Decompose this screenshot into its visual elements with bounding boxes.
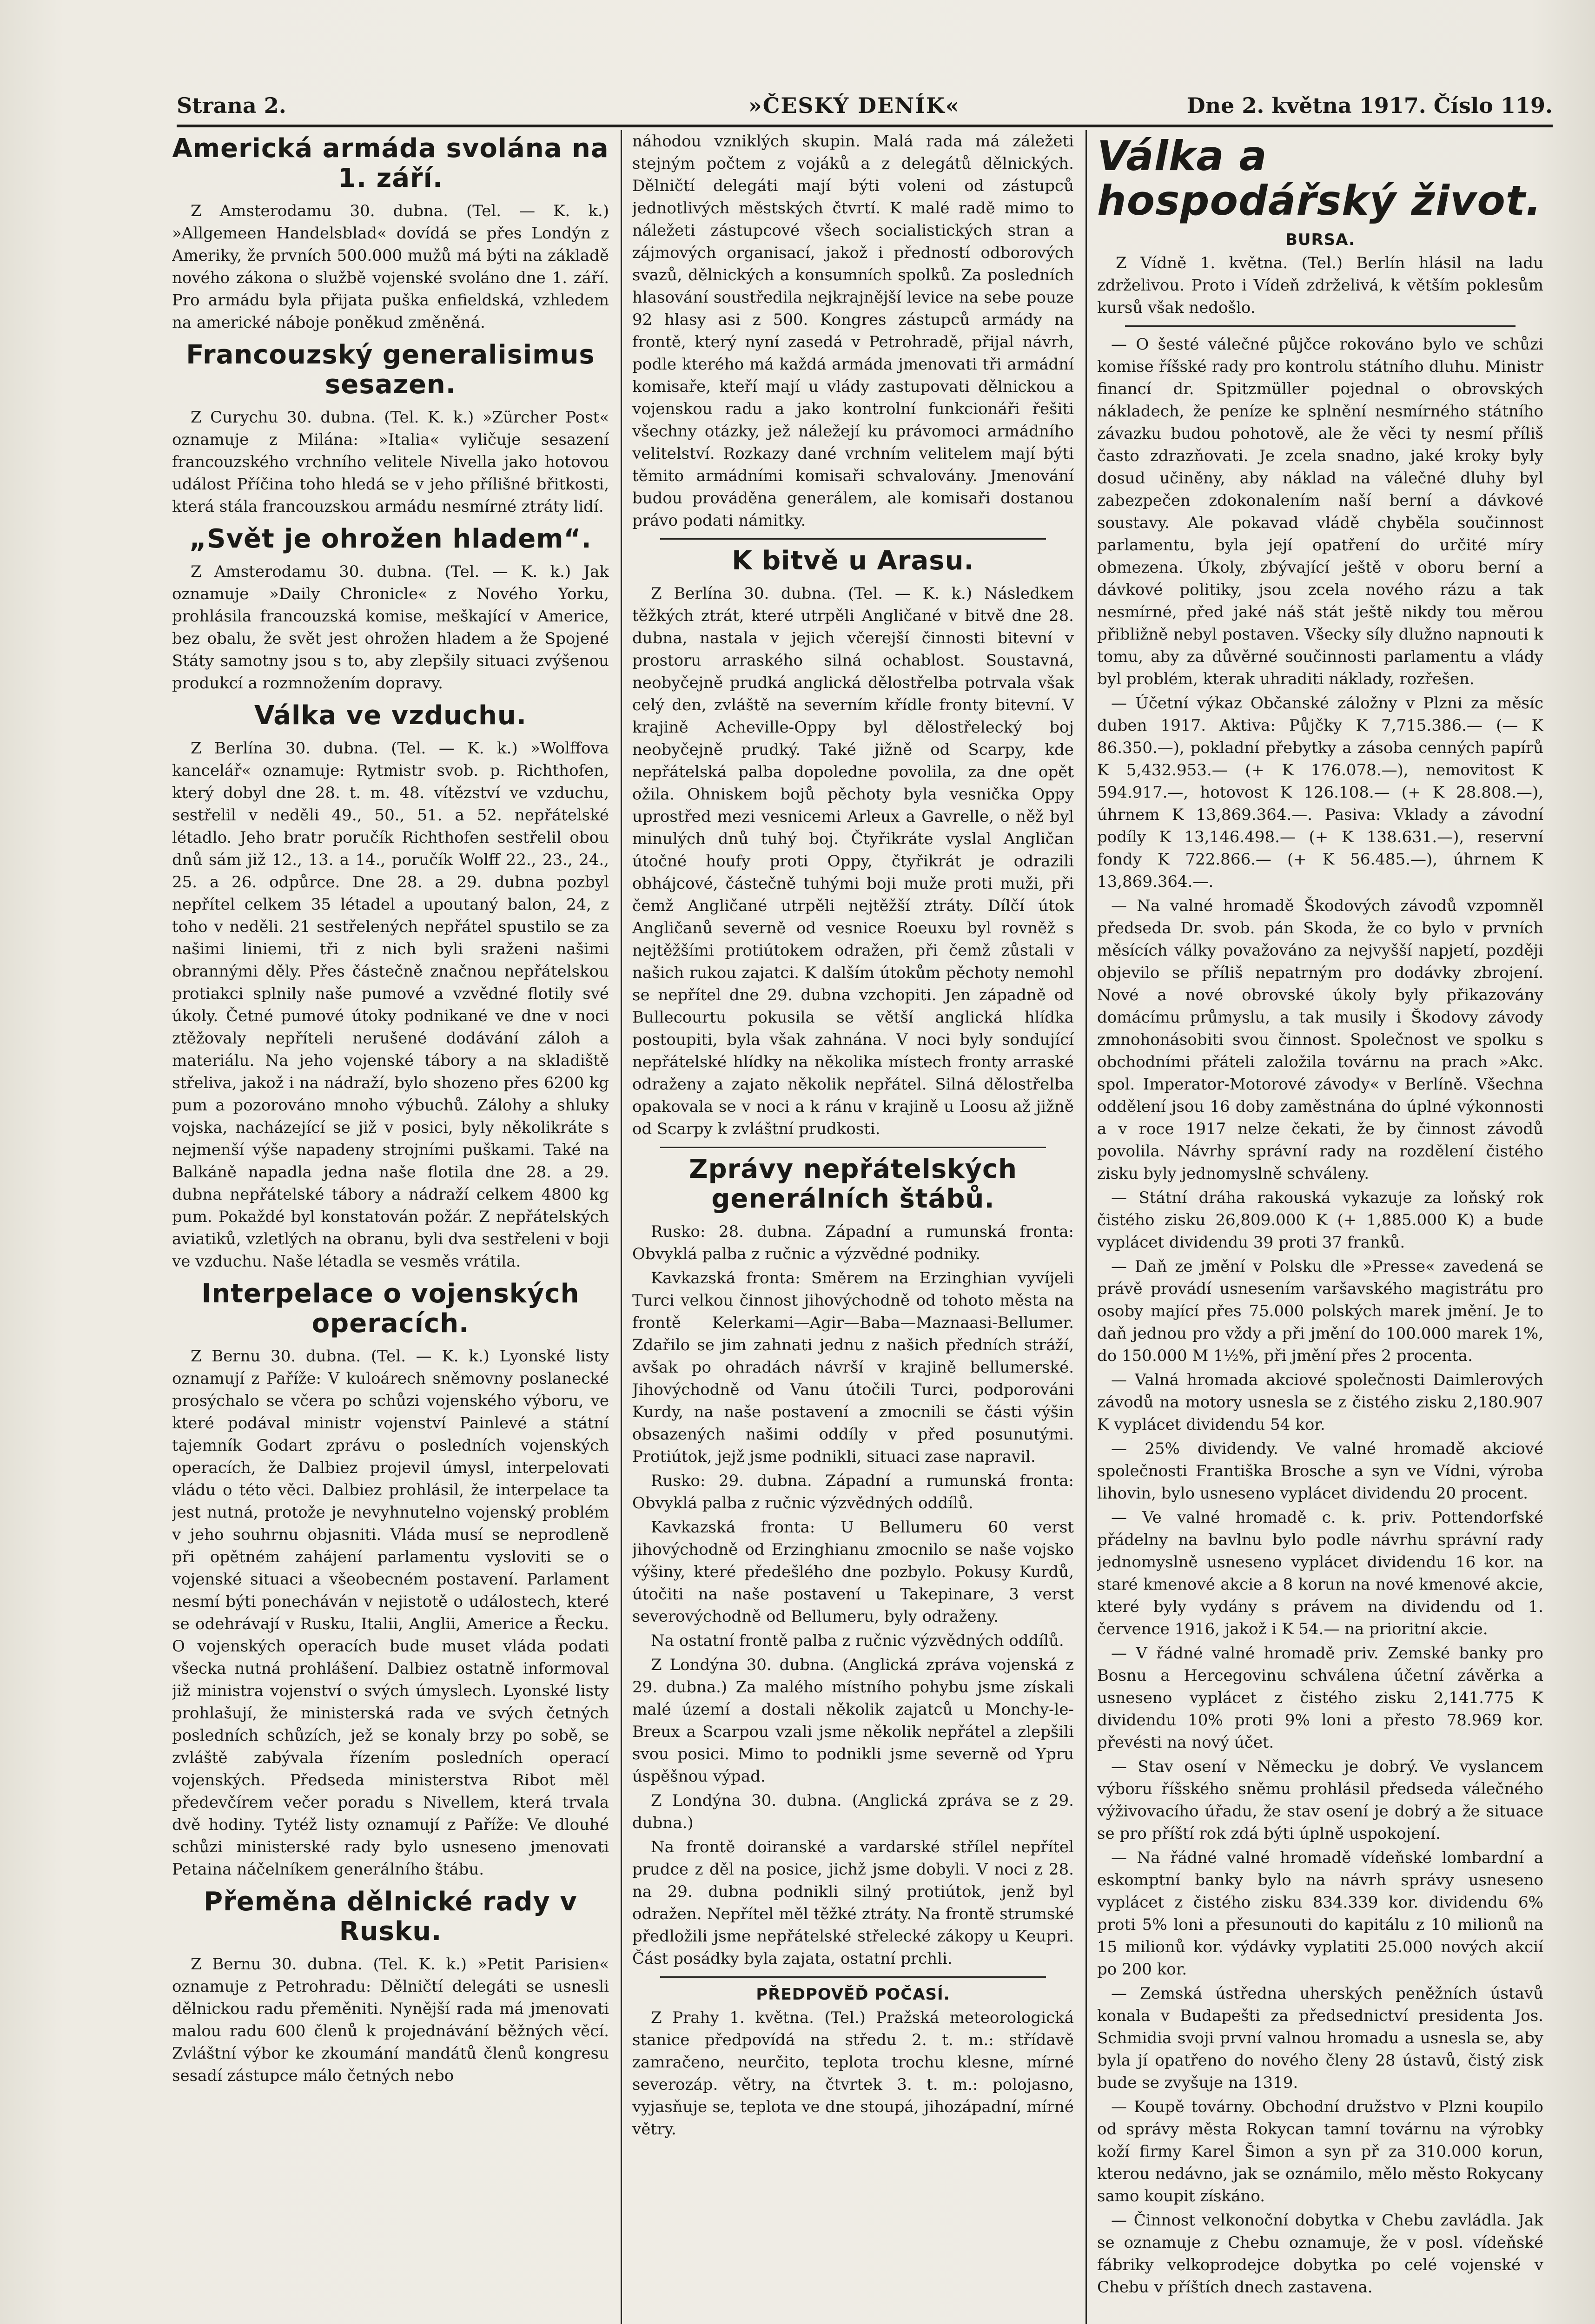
- headline: BURSA.: [1285, 231, 1356, 249]
- article-zpravy-stabu: [632, 1155, 1074, 1970]
- article-valka-vzduchu: [172, 701, 609, 1273]
- column-2: [632, 130, 1074, 2324]
- news-item: — 25% dividendy. Ve valné hromadě akciové společnosti Františka Brosche a syn ve Vídni, výroba lihovin, bylo usneseno vyplácet dividendu 20 procent.: [1097, 1439, 1543, 1503]
- article-premena-rady: [172, 1887, 609, 2087]
- column-divider-1: [621, 130, 622, 2324]
- headline: Válka ve vzduchu.: [254, 700, 527, 731]
- column-1: [172, 130, 609, 2324]
- report-paragraph: Z Londýna 30. dubna. (Anglická zpráva vojenská z 29. dubna.) Za malého místního pohybu jsme získali malé území a dostali několik zajatců u Monchy-le-Breux a Scarpou vzali jsme několik nepřátel a zlepšili svou posici. Mimo to podnikli jsme severně od Ypru úspěšnou výpad.: [632, 1656, 1074, 1786]
- article-interpelace: [172, 1279, 609, 1881]
- headline: Zprávy nepřátelských generálních štábů.: [688, 1154, 1018, 1214]
- news-item: — Ve valné hromadě c. k. priv. Pottendorfské přádelny na bavlnu bylo podle návrhu správní rady jednomyslně usneseno vyplácet dividendu 16 kor. na staré kmenové akcie a 8 korun na nové kmenové akcie, které byly vydány s právem na dividendu od 1. července 1916, jakož i K 54.— na prioritní akcie.: [1097, 1508, 1543, 1638]
- article-bitva-arasu: [632, 546, 1074, 1140]
- column-3: [1097, 130, 1543, 2324]
- news-item: — Na valné hromadě Škodových závodů vzpomněl předseda Dr. svob. pán Skoda, že co bylo v prvních měsících války považováno za nejvyšší napjetí, později objevilo se příliš nepatrným pro dodávky zbrojení. Nové a nové obrovské úkoly byly přikazovány domácímu průmyslu, a tak musily i Škodovy závody zmnohonásobiti svou činnost. Společnost ve spolku s obchodními přáteli založila továrnu na prach »Akc. spol. Imperator-Motorové závody« v Berlíně. Všechna oddělení jsou 16 doby zaměstnána do úplné výkonnosti a v roce 1917 nelze čekati, že by činnost závodů povolila. Návrhy správní rady na rozdělení čistého zisku byly jednomyslně schváleny.: [1097, 897, 1543, 1183]
- headline: Americká armáda svolána na 1. září.: [172, 133, 609, 193]
- news-item: — Stav osení v Německu je dobrý. Ve vyslancem výboru říšského sněmu prohlásil předseda válečného výživovacího úřadu, že stav osení je dobrý a že situace se pro příští rok zdá býti úplně uspokojení.: [1097, 1757, 1543, 1843]
- article-body: Z Bernu 30. dubna. (Tel. K. k.) »Petit Parisien« oznamuje z Petrohradu: Dělničtí delegáti se usnesli dělnickou radu přeměniti. Nynější rada má jmenovati malou radu 600 členů k projednávání běžných věcí. Zvláštní výbor ke zkoumání mandátů členů kongresu sesadí zástupce málo četných nebo: [172, 1955, 609, 2085]
- news-item: — Koupě továrny. Obchodní družstvo v Plzni koupilo od správy města Rokycan tamní továrnu na výrobky koží firmy Karel Šimon a syn př za 310.000 korun, kterou nedávno, jak se oznámilo, mělo město Rokycany samo koupit získáno.: [1097, 2098, 1543, 2205]
- article-continuation: [632, 130, 1074, 532]
- headline: Interpelace o vojenských operacích.: [201, 1279, 580, 1339]
- report-paragraph: Na ostatní frontě palba z ručnic výzvědných oddílů.: [651, 1631, 1064, 1650]
- article-body: Z Bernu 30. dubna. (Tel. — K. k.) Lyonské listy oznamují z Paříže: V kuloárech sněmovny poslanecké prosýchalo se včera po schůzi vojenského výboru, ve které podával ministr vojenství Painlevé a státní tajemník Godart zprávu o posledních vojenských operacích, že Dalbiez projevil úmysl, interpelovati vládu o této věci. Dalbiez prohlásil, že interpelace ta jest nutná, protože je nevyhnutelno vojenský problém v jeho souhrnu objasniti. Vláda musí se neprodleně při opětném zahájení parlamentu vysloviti se o vojenské situaci a všeobecném postavení. Parlament nesmí býti ponecháván v nejistotě o událostech, které se odehrávají v Rusku, Italii, Anglii, Americe a Řecku. O vojenských operacích bude muset vláda podati všecka nutná prohlášení. Dalbiez ostatně informoval již ministra vojenství o svých úmyslech. Lyonské listy prohlašují, že ministerská rada ve svých četných posledních schůzích, jež se konaly brzy po sobě, se zvláště zabývala řízením posledních operací vojenských. Předseda ministerstva Ribot měl předevčírem večer poradu s Nivellem, která trvala dvě hodiny. Tytéž listy oznamují z Paříže: Ve dlouhé schůzi ministerské rady bylo usneseno jmenovati Petaina náčelníkem generálního štábu.: [172, 1347, 609, 1879]
- article-rule: [660, 1147, 1046, 1148]
- section-title: Válka a hospodářský život.: [1097, 132, 1542, 224]
- report-paragraph: Kavkazská fronta: U Bellumeru 60 verst jihovýchodně od Erzinghianu zmocnilo se naše vojsko výšiny, které předešlého dne pozbylo. Pokusy Kurdů, útočiti na naše postavení u Takepinare, 3 verst severovýchodně od Bellumeru, byly odraženy.: [632, 1518, 1074, 1626]
- article-rule: [660, 1976, 1046, 1978]
- news-item: — Účetní výkaz Občanské záložny v Plzni za měsíc duben 1917. Aktiva: Půjčky K 7,715.386.— (— K 86.350.—), pokladní přebytky a zásoba cenných papírů K 5,432.953.— (+ K 176.078.—), nemovitost K 594.917.—, hotovost K 126.108.— (+ K 28.808.—), úhrnem K 13,869.364.—. Pasiva: Vklady a závodní podíly K 13,146.498.— (+ K 138.631.—), reservní fondy K 722.866.— (+ K 56.485.—), úhrnem K 13,869.364.—.: [1097, 694, 1543, 891]
- article-body: Z Prahy 1. května. (Tel.) Pražská meteorologická stanice předpovídá na středu 2. t. m.: střídavě zamračeno, neurčito, teplota trochu klesne, mírné severozáp. větry, na čtvrtek 3. t. m.: polojasno, vyjasňuje se, teplota ve dne stoupá, jihozápadní, mírné větry.: [632, 2008, 1074, 2139]
- headline: PŘEDPOVĚĎ POČASÍ.: [756, 1985, 950, 2004]
- masthead-rule: [177, 125, 1553, 127]
- article-generalisimus: [172, 340, 609, 518]
- news-item: — Na řádné valné hromadě vídeňské lombardní a eskomptní banky bylo na návrh správy usneseno vyplácet z čistého zisku 834.339 kor. dividendu 6% proti 5% loni a přesunouti do kapitálu z 10 milionů na 15 milionů kor. výdávky vyplatiti 25.000 nových akcií po 200 kor.: [1097, 1849, 1543, 1979]
- masthead: [177, 88, 1553, 125]
- news-item: — Zemská ústředna uherských peněžních ústavů konala v Budapešti za předsednictví presidenta Jos. Schmidia svoji první valnou hromadu a usnesla se, aby byla jí opatřeno do nového členy 28 ústavů, čistý zisk bude se zvyšuje na 1319.: [1097, 1984, 1543, 2092]
- news-item: — Činnost velkonoční dobytka v Chebu zavládla. Jak se oznamuje z Chebu oznamuje, že v posl. vídeňské fábriky velkoprodejce dobytka po celé vojenské v Chebu v příštích dnech zastavena.: [1097, 2211, 1543, 2297]
- paper-name: »ČESKÝ DENÍK«: [748, 93, 960, 118]
- article-svet-hladem: [172, 524, 609, 694]
- news-item: — O šesté válečné půjčce rokováno bylo ve schůzi komise říšské rady pro kontrolu státního dluhu. Ministr financí dr. Spitzmüller pojednal o obrovských nákladech, že peníze ke splnění nesmírného státního závazku budou pohotově, ale že věci ty nesmí příliš často zdrazňovati. Je zcela snadno, jaké kroky byly dosud učiněny, aby náklad na válečné dluhy byl zabezpečen zdokonalením naší berní a dávkové soustavy. Ale pokavad vládě chyběla součinnost parlamentu, byla její opatření do určité míry obmezena. Úkoly, zbývající ještě v oboru berní a dávkové politiky, jsou zcela nového rázu a tak nesmírné, před jaké náš stát ještě nikdy tou měrou přibližně nebyl postaven. Všecky síly dlužno napnouti k tomu, aby za důvěrné součinnosti parlamentu a vlády byl problém, kterak uhraditi náklady, rozřešen.: [1097, 335, 1543, 688]
- page-label: Strana 2.: [177, 93, 286, 118]
- article-body: Z Curychu 30. dubna. (Tel. K. k.) »Zürcher Post« oznamuje z Milána: »Italia« vyličuje sesazení francouzského vrchního velitele Nivella jako hotovou událost Příčina toho hledá se v jeho přílišné břitkosti, která stála francouzskou armádu nesmírné ztráty lidí.: [172, 408, 609, 516]
- report-paragraph: Z Londýna 30. dubna. (Anglická zpráva se z 29. dubna.): [632, 1791, 1074, 1832]
- news-item: — V řádné valné hromadě priv. Zemské banky pro Bosnu a Hercegovinu schválena účetní závěrka a usneseno vyplácet z čistého zisku 2,141.775 K dividendu 10% proti 9% loni a přesto 78.969 kor. převésti na nový účet.: [1097, 1644, 1543, 1752]
- article-americka-armada: [172, 134, 609, 334]
- news-item: — Valná hromada akciové společnosti Daimlerových závodů na motory usnesla se z čistého zisku 2,180.907 K vyplácet dividendu 54 kor.: [1097, 1371, 1543, 1434]
- article-predpoved-pocasi: [632, 1984, 1074, 2140]
- date-issue: Dne 2. května 1917. Číslo 119.: [1186, 93, 1553, 118]
- article-rule: [660, 538, 1046, 540]
- article-body: Z Amsterodamu 30. dubna. (Tel. — K. k.) »Allgemeen Handelsblad« dovídá se přes Londýn z Ameriky, že prvních 500.000 mužů má býti na základě nového zákona o službě vojenské svoláno dne 1. září. Pro armádu byla přijata puška enfieldská, vzhledem na americké náboje poněkud změněná.: [172, 202, 609, 332]
- news-item: — Daň ze jmění v Polsku dle »Presse« zavedená se právě provádí usnesením varšavského magistrátu pro osoby mající přes 75.000 polských marek jmění. Je to daň jednou pro vždy a při jmění do 100.000 marek 1%, do 150.000 M 1½%, při jmění přes 2 procenta.: [1097, 1257, 1543, 1365]
- report-paragraph: Kavkazská fronta: Směrem na Erzinghian vyvíjeli Turci velkou činnost jihovýchodně od tohoto města na frontě Kelerkami—Agir—Baba—Maznaasi-Bellumer. Zdařilo se jim zahnati jednu z našich předních stráží, avšak po ohradách návrší v krajině bellumerské. Jihovýchodně od Vanu útočili Turci, podporováni Kurdy, na naše postavení a zmocnili se části výšin obsazených našimi oddíly v před posunutými. Protiútok, jejž jsme podnikli, situaci zase napravil.: [632, 1269, 1074, 1466]
- article-body: Z Berlína 30. dubna. (Tel. — K. k.) Následkem těžkých ztrát, které utrpěli Angličané v bitvě dne 28. dubna, nastala v jejich včerejší činnosti bitevní v prostoru arraského silná ochablost. Soustavná, neobyčejně prudká anglická dělostřelba potrvala však celý den, zvláště na severním křídle fronty bitevní. V krajině Acheville-Oppy byl dělostřelecký boj neobyčejně prudký. Také jižně od Scarpy, kde nepřátelská palba dopoledne povolila, za dne opět ožila. Ohniskem bojů pěchoty byla vesnička Oppy uprostřed mezi vesnicemi Arleux a Gavrelle, o něž byl minulých dnů tuhý boj. Čtyřikráte vyslal Angličan útočné houfy proti Oppy, čtyřikrát je odrazili obhájcové, částečně tuhými boji muže proti muži, při čemž Angličané utrpěli nejtěžší ztráty. Dílčí útok Angličanů severně od vesnice Roeuxu byl rovněž s nejtěžšími protiútokem odražen, při čemž zůstali v našich rukou zajatci. K dalším útokům pěchoty nemohl se nepřítel dne 29. dubna vzchopiti. Jen západně od Bullecourtu pokusila se větší anglická hlídka postoupiti, byla však zahnána. V noci byly sondující nepřátelské hlídky na několika místech fronty arraské odraženy a zajato několik nepřátel. Silná dělostřelba opakovala se v noci a k ránu v krajině u Loosu až jižně od Scarpy k zvláštní prudkosti.: [632, 584, 1074, 1138]
- article-body: Z Vídně 1. května. (Tel.) Berlín hlásil na ladu zdrželivou. Proto i Vídeň zdrželivá, k větším poklesům kursů však nedošlo.: [1097, 254, 1543, 317]
- report-paragraph: Rusko: 29. dubna. Západní a rumunská fronta: Obvyklá palba z ručnic výzvědných oddílů.: [632, 1472, 1074, 1512]
- headline: „Svět je ohrožen hladem“.: [189, 524, 592, 554]
- headline: K bitvě u Arasu.: [732, 546, 974, 576]
- article-body: náhodou vzniklých skupin. Malá rada má záležeti stejným počtem z vojáků a z delegátů dělnických. Dělničtí delegáti mají býti voleni od zástupců jednotlivých městských čtvrtí. K malé radě mimo to náležeti zástupcové všech socialistických stran a zájmových organisací, jakož i předností odborových svazů, dělnických a konsumních spolků. Za posledních hlasování soustředila nejkrajnější levice na sebe pouze 92 hlasy asi z 500. Kongres zástupců armády na frontě, který nyní zasedá v Petrohradě, přijal návrh, podle kterého má každá armáda jmenovati tři armádní komisaře, kteří mají u vlády zastupovati dělnickou a vojenskou radu a jako kontrolní funkcionáři řešiti všechny otázky, jež náležejí ku právomoci armádního velitelství. Rozkazy dané vrchním velitelem mají býti těmito armádními komisaři schvalovány. Jmenování budou prováděna generálem, ale komisaři dostanou právo podati námitky.: [632, 132, 1074, 530]
- headline: Přeměna dělnické rady v Rusku.: [204, 1887, 577, 1947]
- article-bursa: [1097, 230, 1543, 319]
- article-rule: [1125, 325, 1516, 327]
- article-body: Z Berlína 30. dubna. (Tel. — K. k.) »Wolffova kancelář« oznamuje: Rytmistr svob. p. Richthofen, který dobyl dne 28. t. m. 48. vítězství ve vzduchu, sestřelil v neděli 49., 50., 51. a 52. nepřátelské létadlo. Jeho bratr poručík Richthofen sestřelil obou dnů sám již 12., 13. a 14., poručík Wolff 22., 23., 24., 25. a 26. odpůrce. Dne 28. a 29. dubna pozbyl nepřítel celkem 35 létadel a upoutaný balon, 24, z toho v neděli. 21 sestřelených nepřátel spustilo se za našimi liniemi, tři z nich byli sraženi našimi obrannými děly. Přes částečně značnou nepřátelskou protiakci splnily naše pumové a vzvědné flotily své úkoly. Četné pumové útoky podnikané ve dne v noci ztěžovaly nepříteli nerušené dodávání záloh a materiálu. Na jeho vojenské tábory a na skladiště střeliva, jakož i na nádraží, bylo shozeno přes 6200 kg pum a pozorováno mnoho výbuchů. Zálohy a shluky vojska, nacházející se již v posici, byly několikráte s nejmenší výše napadeny strojními puškami. Také na Balkáně napadla jedna naše flotila dne 28. a 29. dubna nepřátelské tábory a nádraží celkem 4800 kg pum. Pokaždé byl konstatován požár. Z nepřátelských aviatiků, vzletlých na obranu, byli dva sestřeleni v boji ve vzduchu. Naše létadla se vesměs vrátila.: [172, 739, 609, 1271]
- news-item: — Státní dráha rakouská vykazuje za loňský rok čistého zisku 26,809.000 K (+ 1,885.000 K) a bude vyplácet dividendu 39 proti 37 franků.: [1097, 1188, 1543, 1252]
- article-body: Z Amsterodamu 30. dubna. (Tel. — K. k.) Jak oznamuje »Daily Chronicle« z Nového Yorku, prohlásila francouzská komise, meškající v Americe, bez obalu, že svět jest ohrožen hladem a že Spojené Státy samotny jsou s to, aby zlepšily situaci zvýšenou produkcí a rozmnožením dopravy.: [172, 562, 609, 693]
- column-divider-2: [1085, 130, 1087, 2324]
- headline: Francouzský generalisimus sesazen.: [186, 340, 595, 400]
- report-paragraph: Rusko: 28. dubna. Západní a rumunská fronta: Obvyklá palba z ručnic a výzvědné podniky.: [632, 1222, 1074, 1263]
- report-paragraph: Na frontě doiranské a vardarské střílel nepřítel prudce z děl na posice, jichž jsme dobyli. V noci z 28. na 29. dubna podnikli silný protiútok, jenž byl odražen. Nepřítel měl těžké ztráty. Na frontě strumské předložili jsme nepřátelské střelecké zákopy u Keupri. Část posádky byla zajata, ostatní prchli.: [632, 1838, 1074, 1968]
